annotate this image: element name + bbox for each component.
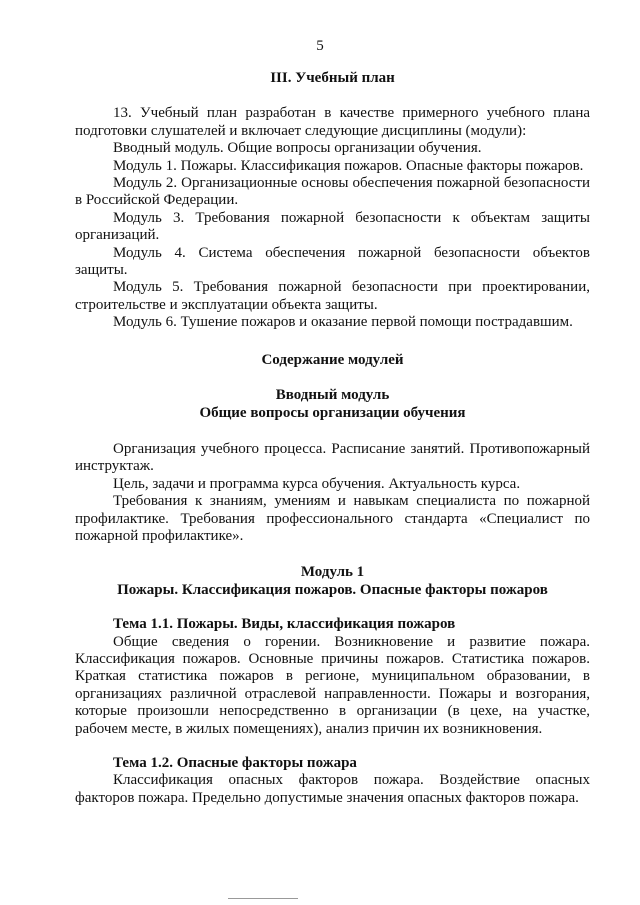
module-list-item: Модуль 1. Пожары. Классификация пожаров. Опасные факторы пожаров. — [113, 157, 584, 174]
module-list-item: Модуль 6. Тушение пожаров и оказание первой помощи пострадавшим. — [113, 314, 573, 331]
scan-edge-mark — [228, 898, 298, 899]
intro-module-paragraph: Цель, задачи и программа курса обучения. Актуальность курса. — [113, 475, 521, 492]
module1-subtitle: Пожары. Классификация пожаров. Опасные факторы пожаров — [117, 581, 548, 598]
page-number: 5 — [316, 38, 324, 54]
intro-module-paragraph: Организация учебного процесса. Расписание занятий. Противопожарный инструктаж. — [75, 440, 590, 475]
section-title: III. Учебный план — [270, 70, 395, 86]
contents-title: Содержание модулей — [261, 351, 404, 368]
module-list-item: Модуль 5. Требования пожарной безопасности при проектировании, строительстве и эксплуатации объекта защиты. — [75, 279, 590, 313]
module-list-item: Модуль 3. Требования пожарной безопасности к объектам защиты организаций. — [75, 209, 590, 244]
intro-module-subtitle: Общие вопросы организации обучения — [199, 404, 466, 421]
topic-1-2-text: Классификация опасных факторов пожара. Воздействие опасных факторов пожара. Предельно допустимые значения опасных факторов пожара. — [75, 772, 590, 806]
topic-1-2-title: Тема 1.2. Опасные факторы пожара — [113, 755, 357, 771]
module-list-item: Вводный модуль. Общие вопросы организации обучения. — [113, 140, 482, 157]
page-content — [75, 70, 590, 807]
topic-1-1-text: Общие сведения о горении. Возникновение и развитие пожара. Классификация пожаров. Основные причины пожаров. Статистика пожаров. Краткая статистика пожаров в регионе, муниципальном образовании, в организациях различной отраслевой направленности. Пожары и возгорания, которые произошли непосредственно в организации (в цехе, на участке, рабочем месте, в жилых помещениях), анализ причин их возникновения. — [75, 633, 590, 737]
curriculum-lead-paragraph: 13. Учебный план разработан в качестве примерного учебного плана подготовки слушателей и включает следующие дисциплины (модули): — [75, 105, 590, 139]
module-list-item: Модуль 2. Организационные основы обеспечения пожарной безопасности в Российской Федерации. — [75, 175, 590, 209]
module-list-item: Модуль 4. Система обеспечения пожарной безопасности объектов защиты. — [75, 244, 590, 279]
intro-module-paragraph: Требования к знаниям, умениям и навыкам специалиста по пожарной профилактике. Требования профессионального стандарта «Специалист по пожарной профилактике». — [75, 493, 590, 544]
topic-1-1-title: Тема 1.1. Пожары. Виды, классификация пожаров — [113, 616, 456, 633]
intro-module-title: Вводный модуль — [275, 387, 390, 404]
module1-title: Модуль 1 — [300, 564, 365, 581]
